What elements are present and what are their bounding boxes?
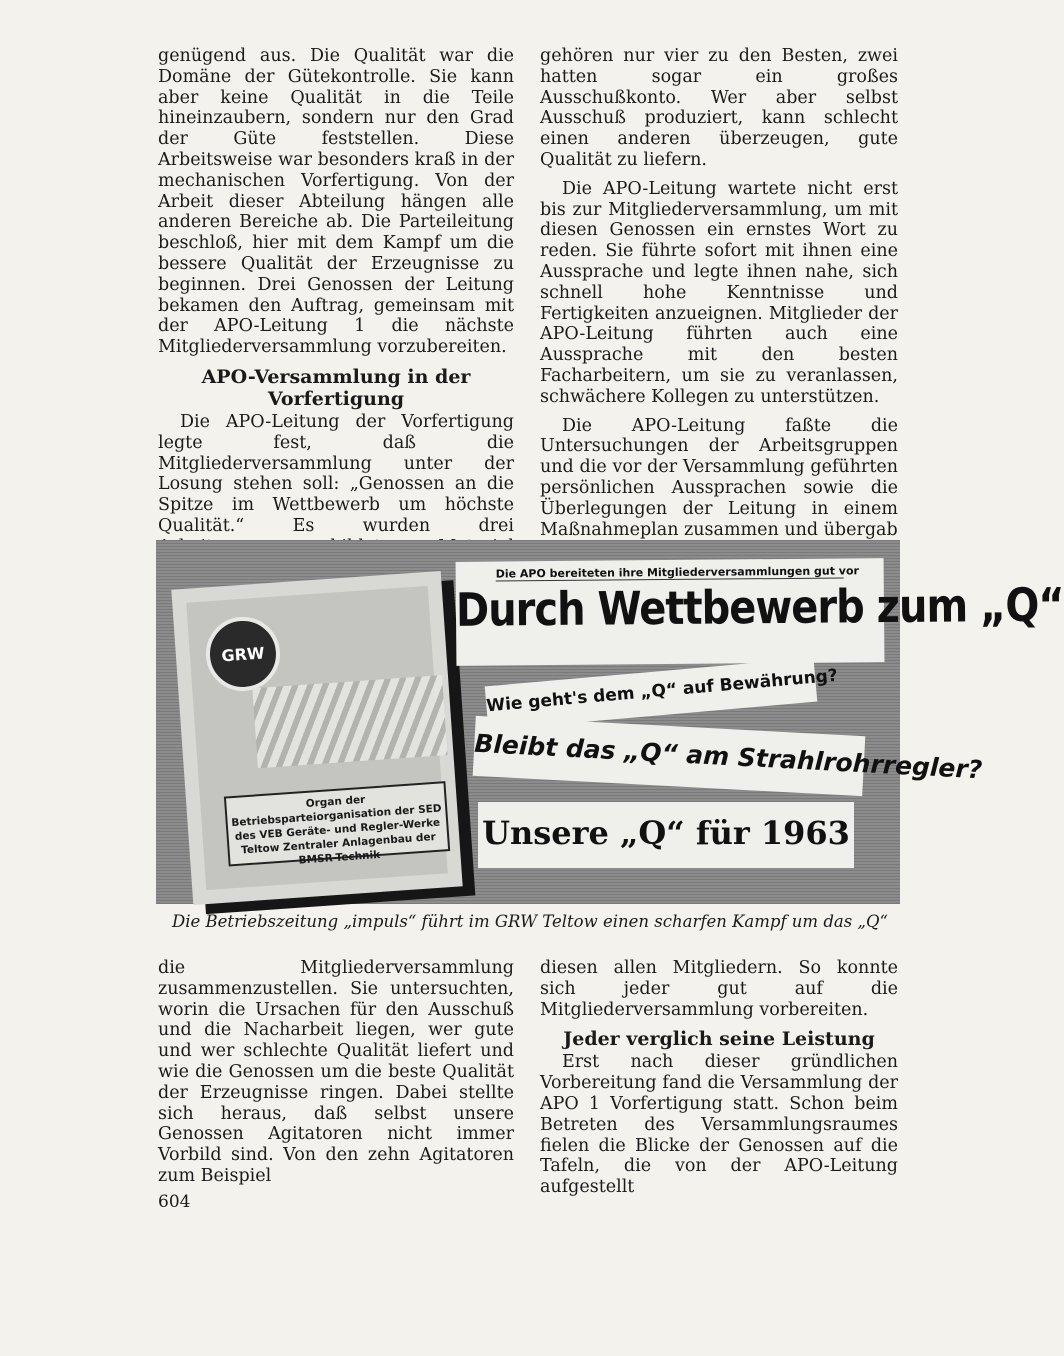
paragraph: Die APO-Leitung faßte die Untersuchungen der Arbeitsgruppen und die vor der Versammlung geführten persönlichen Aussprachen sowie die Überlegungen der Leitung in einem Maßnahmeplan zusammen und übergab [540,415,898,540]
column-left-bottom [158,958,514,1195]
section-heading: Jeder verglich seine Leistung [563,1028,875,1051]
paragraph: Die APO-Leitung der Vorfertigung legte fest, daß die Mitgliederversammlung unter der Losung stehen soll: „Genossen an die Spitze im Wettbewerb um höchste Qualität.“ Es wurden drei [158,411,514,536]
column-right-bottom [540,958,898,1206]
column-right-top [540,46,898,548]
paragraph: diesen allen Mitgliedern. So konnte sich jeder gut auf die Mitgliederversammlung vorbereiten. [540,958,898,1020]
photo-caption: Die Betriebszeitung „impuls“ führt im GRW Teltow einen scharfen Kampf um das „Q“ [172,912,888,931]
page-number: 604 [158,1192,191,1212]
newspaper-montage-photo [156,540,1064,904]
organ-box: Organ der Betriebsparteiorganisation der SED des VEB Geräte- und Regler-Werke Teltow Zentraler Anlagenbau der BMSR-Technik [224,781,450,866]
headline-clipping-1 [455,558,1064,666]
column-left-top [158,46,514,586]
paragraph: Erst nach dieser gründlichen Vorbereitung fand die Versammlung der APO 1 Vorfertigung statt. Schon beim Betreten des Versammlungsraumes fielen die Blicke der Genossen auf die Tafeln, die von der APO-Leitung aufgestellt [540,1052,898,1198]
clipping-headline: Durch Wettbewerb zum „Q“ [455,579,1064,638]
clipping-kicker: Die APO bereiteten ihre Mitgliederversammlungen gut vor [495,564,860,581]
headline-clipping-3: Bleibt das „Q“ am Strahlrohrregler? [473,716,866,796]
masthead-graphic [252,675,447,768]
paragraph: die Mitgliederversammlung zusammenzustellen. Sie untersuchten, worin die Ursachen für den Ausschuß und die Nacharbeit liegen, wer gute und wer schlechte Qualität liefert und wie die Genossen um die beste Qualität der Erzeugnisse ringen. Dabei stellte sich heraus, daß selbst unsere Genossen Agitatoren nicht immer Vorbild sind. Von den zehn Agitatoren zum Beispiel [158,958,514,1186]
grw-logo: GRW [203,614,282,693]
section-heading: APO-Versammlung in der Vorfertigung [201,365,471,410]
paragraph: genügend aus. Die Qualität war die Domäne der Gütekontrolle. Sie kann aber keine Qualität in die Teile hineinzaubern, sondern nur den Grad der Güte feststellen. Diese Arbeitsweise war besonders kraß in der mechanischen Vorfertigung. Von der Arbeit dieser Abteilung hängen alle anderen Bereiche ab. Die Parteileitung beschloß, hier mit dem Kampf um die bessere Qualität der Erzeugnisse zu beginnen. Drei Genossen der Leitung bekamen den Auftrag, gemeinsam mit der APO-Leitung 1 die nächste Mitgliederversammlung vorzubereiten. [158,46,514,358]
headline-clipping-2: Wie geht's dem „Q“ auf Bewährung? [485,658,818,731]
paragraph: gehören nur vier zu den Besten, zwei hatten sogar ein großes Ausschußkonto. Wer aber selbst Ausschuß produziert, kann schlecht einen anderen überzeugen, gute Qualität zu liefern. [540,46,898,170]
paragraph: Die APO-Leitung wartete nicht erst bis zur Mitgliederversammlung, um mit diesen Genossen ein ernstes Wort zu reden. Sie führte sofort mit ihnen eine Aussprache und legte ihnen nahe, sich schnell hohe Kenntnisse und Fertigkeiten anzueignen. Mitglieder der APO-Leitung führten auch eine Aussprache mit den besten Facharbeitern, um sie zu veranlassen, schwächere Kollegen zu unterstützen. [540,178,898,407]
headline-clipping-4: Unsere „Q“ für 1963 [478,802,854,868]
newspaper-impuls [171,571,462,905]
